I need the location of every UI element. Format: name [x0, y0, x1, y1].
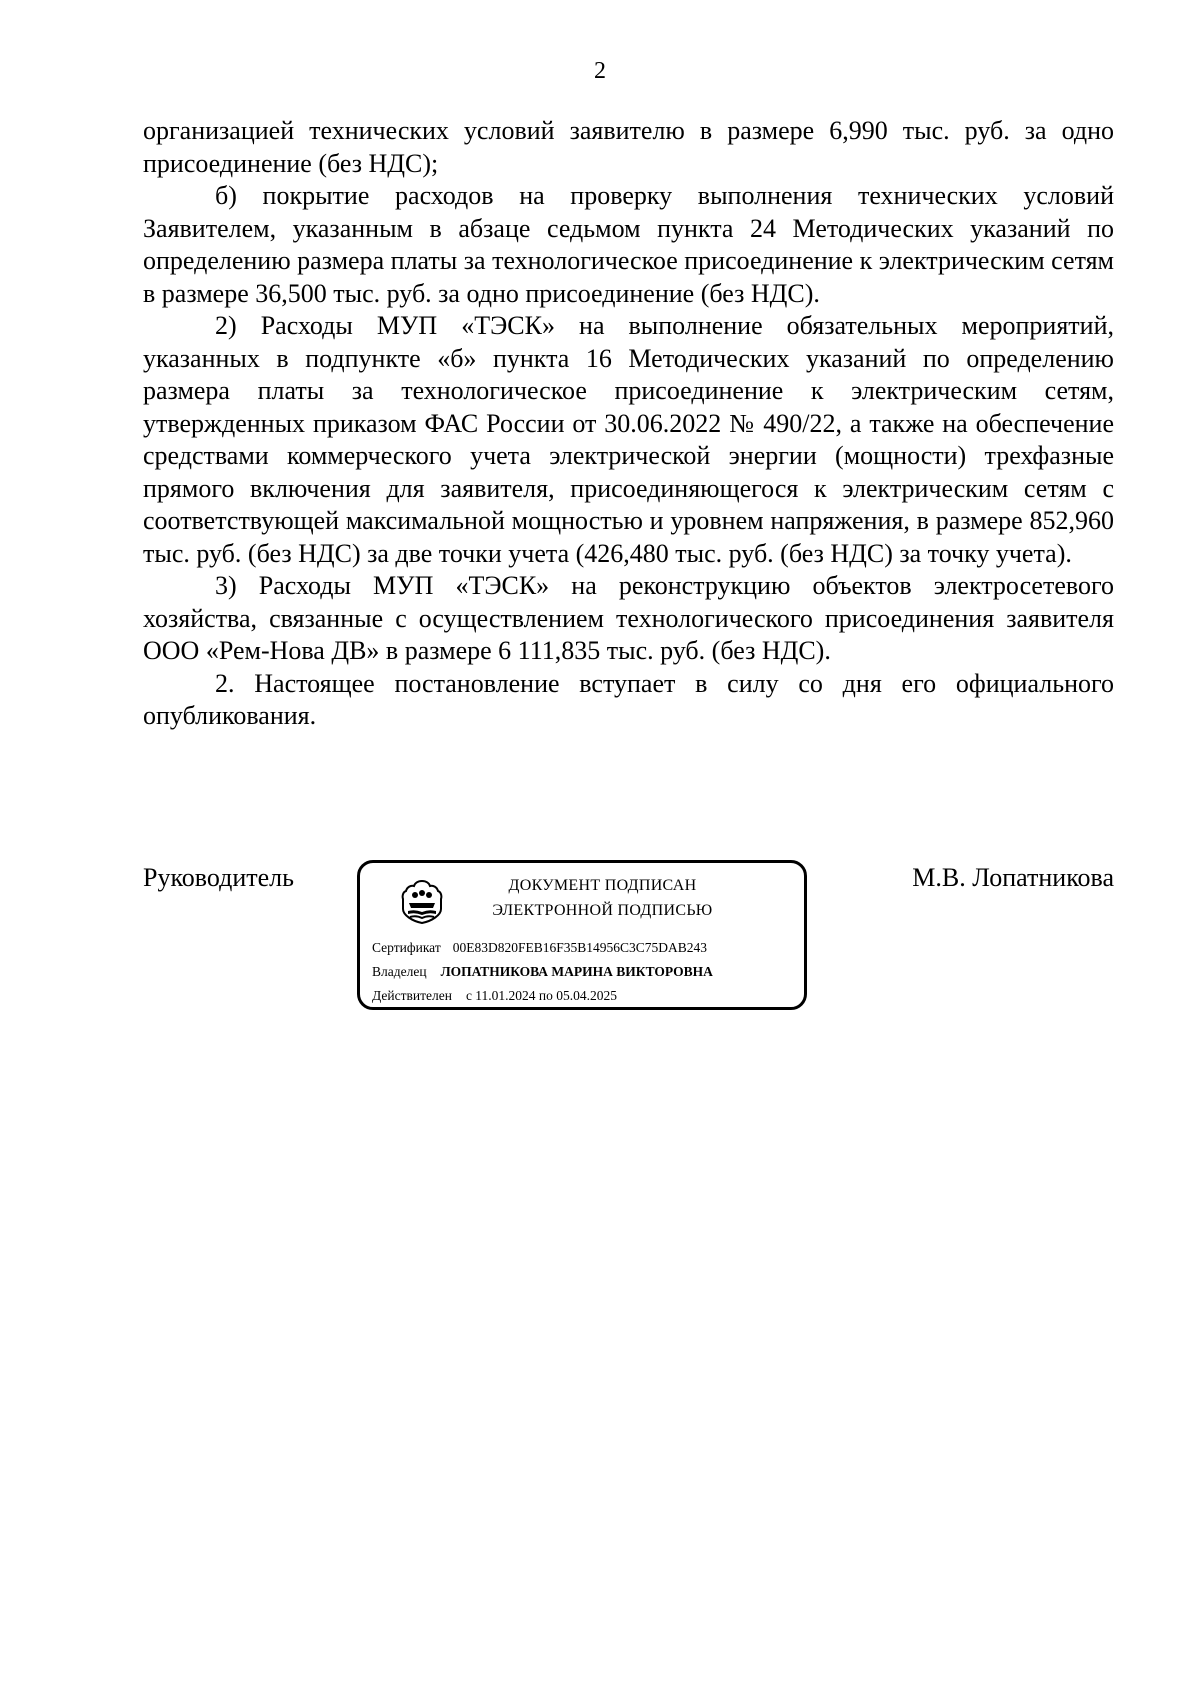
stamp-validity-row [372, 987, 617, 1005]
document-body [143, 115, 1114, 733]
regional-coat-of-arms-icon [400, 879, 444, 925]
owner-label: Владелец [372, 964, 427, 979]
valid-label: Действителен [372, 988, 452, 1003]
paragraph-item-2: 2) Расходы МУП «ТЭСК» на выполнение обязательных мероприятий, указанных в подпункте «б» пункта 16 Методических указаний по определению размера платы за технологическое присоединение к электрическим сетям, утвержденных приказом ФАС России от 30.06.2022 № 490/22, а также на обеспечение средствами коммерческого учета электрической энергии (мощности) трехфазные прямого включения для заявителя, присоединяющегося к электрическим сетям с соответствующей максимальной мощностью и уровнем напряжения, в размере 852,960 тыс. руб. (без НДС) за две точки учета (426,480 тыс. руб. (без НДС) за точку учета). [143, 311, 1114, 568]
signer-title: Руководитель [143, 863, 294, 892]
paragraph-item-b: б) покрытие расходов на проверку выполнения технических условий Заявителем, указанным в абзаце седьмом пункта 24 Методических указаний по определению размера платы за технологическое присоединение к электрическим сетям в размере 36,500 тыс. руб. за одно присоединение (без НДС). [143, 181, 1114, 308]
paragraph-item-3: 3) Расходы МУП «ТЭСК» на реконструкцию объектов электросетевого хозяйства, связанные с осуществлением технологического присоединения заявителя ООО «Рем-Нова ДВ» в размере 6 111,835 тыс. руб. (без НДС). [143, 571, 1114, 665]
page-number: 2 [594, 58, 606, 84]
electronic-signature-stamp [357, 860, 807, 1010]
owner-value: ЛОПАТНИКОВА МАРИНА ВИКТОРОВНА [440, 964, 713, 979]
stamp-heading [460, 873, 745, 923]
stamp-heading-line: ЭЛЕКТРОННОЙ ПОДПИСЬЮ [492, 902, 713, 919]
paragraph-clause-2: 2. Настоящее постановление вступает в силу со дня его официального опубликования. [143, 668, 1114, 730]
certificate-label: Сертификат [372, 940, 441, 955]
signer-name: М.В. Лопатникова [912, 863, 1114, 892]
stamp-owner-row [372, 963, 713, 981]
valid-value: с 11.01.2024 по 05.04.2025 [465, 988, 618, 1003]
stamp-certificate-row [372, 939, 707, 957]
certificate-value: 00E83D820FEB16F35B14956C3C75DAB243 [452, 940, 708, 955]
paragraph-continuation: организацией технических условий заявителю в размере 6,990 тыс. руб. за одно присоединение (без НДС); [143, 116, 1114, 178]
stamp-heading-line: ДОКУМЕНТ ПОДПИСАН [508, 877, 697, 894]
